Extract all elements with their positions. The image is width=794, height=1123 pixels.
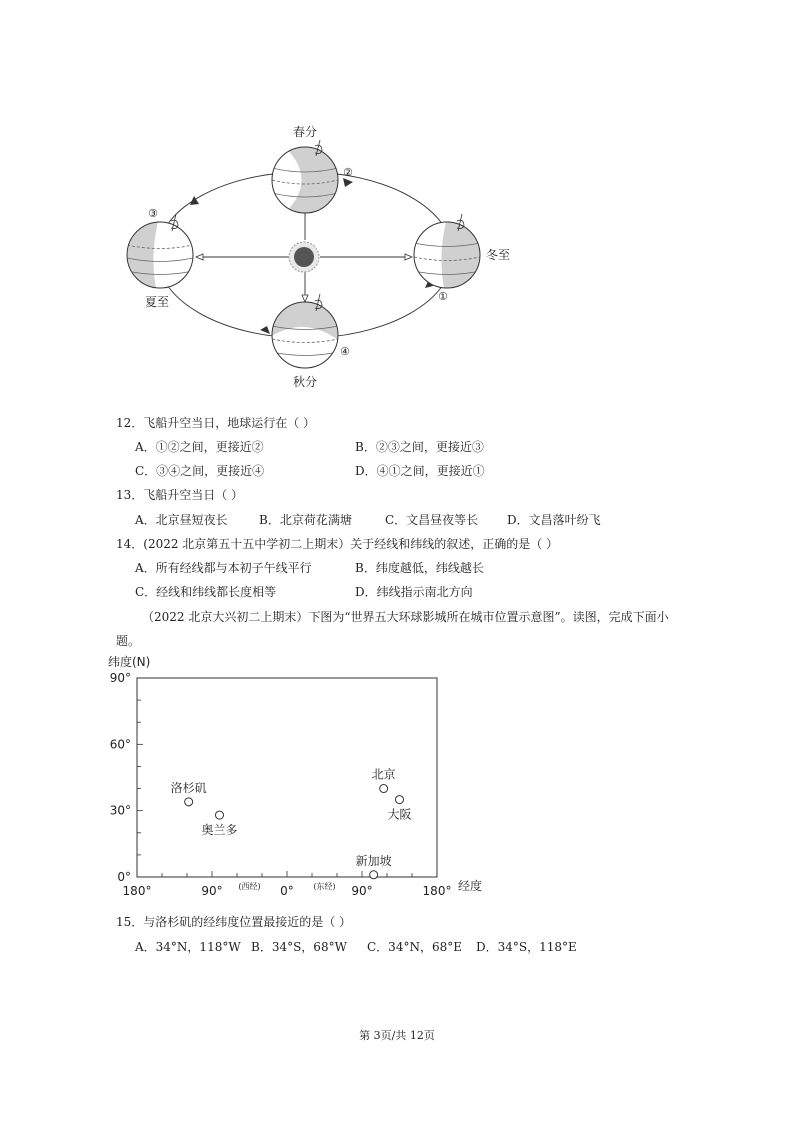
sun-icon	[289, 242, 319, 272]
label-autumn: 秋分	[293, 375, 318, 389]
x-tick-label: 180°	[422, 884, 452, 898]
orbit-arrow	[260, 326, 270, 334]
x-tick-label: 90°	[201, 884, 223, 898]
y-tick-label: 90°	[109, 671, 131, 685]
marker-3: ③	[148, 207, 158, 220]
question-15-option-d: D．34°S，118°E	[476, 940, 577, 954]
y-tick-label: 30°	[109, 803, 131, 818]
city-point-1	[216, 811, 224, 819]
city-position-chart	[100, 650, 520, 900]
marker-1: ①	[438, 290, 448, 303]
question-12-option-d: D．④①之间，更接近①	[355, 464, 485, 478]
orbit-arrow	[343, 178, 353, 187]
question-14-stem: 14．(2022 北京第五十五中学初二上期末）关于经线和纬线的叙述，正确的是（ ）	[116, 537, 559, 551]
question-14-option-d: D．纬线指示南北方向	[355, 585, 473, 599]
x-tick-label: 180°	[122, 884, 152, 898]
earth-orbit-diagram	[0, 0, 794, 400]
question-13-option-c: C．文昌昼夜等长	[385, 513, 479, 527]
city-label-4: 新加坡	[355, 853, 392, 868]
city-point-4	[370, 871, 378, 879]
city-point-2	[380, 785, 388, 793]
chart-xlabel: 经度	[458, 879, 483, 893]
intro-line-2: 题。	[116, 634, 141, 648]
label-winter: 冬至	[486, 248, 511, 262]
marker-4: ④	[340, 345, 350, 358]
chart-ylabel: 纬度(N)	[108, 655, 151, 669]
page-number: 第 3页/共 12页	[359, 1029, 435, 1042]
earth-globe-autumn	[272, 294, 338, 368]
question-13-option-d: D．文昌落叶纷飞	[507, 513, 601, 527]
city-label-1: 奥兰多	[201, 823, 238, 838]
marker-2: ②	[343, 166, 353, 179]
x-tick-label: 0°	[280, 884, 294, 898]
question-15-option-a: A．34°N，118°W	[135, 940, 241, 954]
label-summer: 夏至	[145, 295, 170, 309]
city-point-3	[396, 796, 404, 804]
question-13-option-a: A．北京昼短夜长	[135, 513, 228, 527]
earth-globe-winter	[414, 214, 480, 288]
question-12-option-c: C．③④之间，更接近④	[135, 464, 265, 478]
city-label-3: 大阪	[387, 807, 412, 822]
question-12-option-b: B．②③之间，更接近③	[355, 440, 484, 454]
question-12-stem: 12．飞船升空当日，地球运行在（ ）	[116, 416, 316, 430]
x-tick-label: 90°	[351, 884, 373, 898]
question-14-option-a: A．所有经线都与本初子午线平行	[135, 561, 312, 575]
intro-line-1: （2022 北京大兴初二上期末）下图为“世界五大环球影城所在城市位置示意图”。读图，完成下面小	[142, 610, 669, 624]
question-12-option-a: A．①②之间，更接近②	[135, 440, 264, 454]
y-tick-label: 0°	[117, 870, 131, 884]
city-label-2: 北京	[371, 767, 396, 782]
question-15-stem: 15．与洛杉矶的经纬度位置最接近的是（ ）	[116, 915, 352, 929]
question-15-option-c: C．34°N，68°E	[367, 940, 462, 954]
west-longitude-label: (西经)	[238, 882, 261, 891]
question-15-option-b: B．34°S，68°W	[251, 940, 347, 954]
question-14-option-c: C．经线和纬线都长度相等	[135, 585, 277, 599]
question-14-option-b: B．纬度越低，纬线越长	[355, 561, 484, 575]
earth-globe-spring	[272, 140, 338, 213]
earth-globe-summer	[127, 214, 193, 288]
question-13-option-b: B．北京荷花满塘	[259, 513, 352, 527]
label-spring: 春分	[293, 125, 318, 139]
y-tick-label: 60°	[109, 737, 131, 752]
city-point-0	[185, 798, 193, 806]
city-label-0: 洛杉矶	[170, 780, 207, 795]
question-13-stem: 13．飞船升空当日（ ）	[116, 488, 244, 502]
east-longitude-label: (东经)	[313, 882, 336, 891]
